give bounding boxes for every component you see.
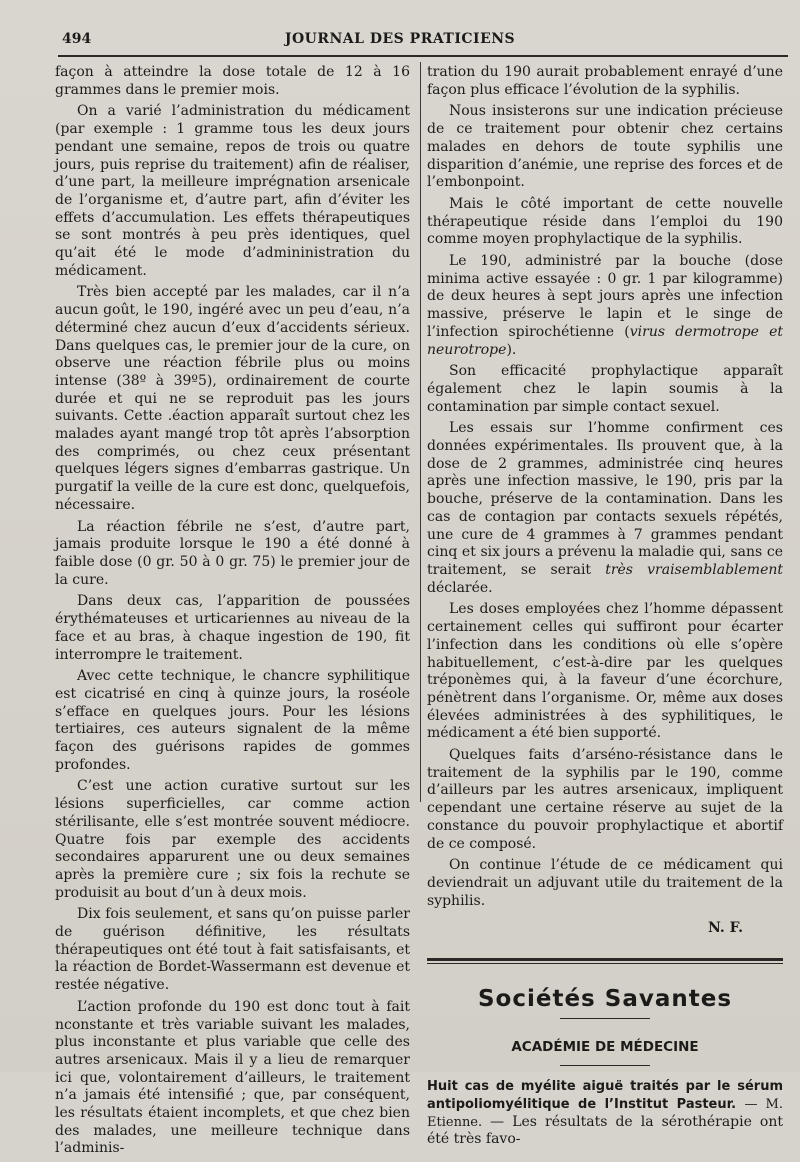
- right-paragraph-5: Son efficacité prophylactique apparaît également chez le lapin soumis à la contamination par simple contact sexuel.: [427, 363, 783, 415]
- right-paragraph-7: Les doses employées chez l’homme dépassent certainement celles qui suffiront pour écarter l’infection dans les conditions où elle s’opère habituellement, c’est-à-dire par les quelques tréponèmes qui, à la faveur d’une écorchure, pénètrent dans l’organisme. Or, même aux doses élevées administrées à des syphilitiques, le médicament a été bien supporté.: [427, 601, 783, 742]
- right-paragraph-4: [427, 253, 783, 359]
- header-rule: [58, 55, 788, 57]
- right-paragraph-2: Nous insisterons sur une indication précieuse de ce traitement pour obtenir chez certains malades en dehors de toute syphilis une disparition d’anémie, une reprise des forces et de l’embonpoint.: [427, 103, 783, 191]
- italic-phrase: très vraisemblablement: [605, 561, 784, 578]
- running-title: JOURNAL DES PRATICIENS: [284, 31, 516, 47]
- paragraph-text: déclarée.: [427, 579, 493, 596]
- left-paragraph-9: L’action profonde du 190 est donc tout à fait nconstante et très variable suivant les malades, plus inconstante et plus variable que celle des autres arsenicaux. Mais il y a lieu de remarquer ici que, volontairement d’ailleurs, le traitement n’a jamais été intensifié ; que, par conséquent, les résultats étaient incomplets, et que chez bien des malades, une meilleure technique dans l’adminis-: [55, 998, 410, 1157]
- left-paragraph-8: Dix fois seulement, et sans qu’on puisse parler de guérison définitive, les résultats thérapeutiques ont été tout à fait satisfaisants, et la réaction de Bordet-Wassermann est devenue et restée négative.: [55, 906, 410, 994]
- left-paragraph-5: Dans deux cas, l’apparition de poussées érythémateuses et urticariennes au niveau de la face et au bras, à chaque ingestion de 190, fit interrompre le traitement.: [55, 593, 410, 663]
- section-heading: Sociétés Savantes: [477, 986, 733, 1013]
- short-rule: [560, 1065, 650, 1066]
- thin-rule: [427, 963, 783, 964]
- left-paragraph-3: Très bien accepté par les malades, car il n’a aucun goût, le 190, ingéré avec un peu d’eau, n’a déterminé chez aucun d’eux d’accidents sérieux. Dans quelques cas, le premier jour de la cure, on observe une réaction fébrile plus ou moins intense (38º à 39º5), ordinairement de courte durée et qui ne se reproduit pas les jours suivants. Cette .éaction apparaît surtout chez les malades ayant mangé trop tôt après l’absorption des comprimés, ou chez ceux présentant quelques légers signes d’embarras gastrique. Un purgatif la veille de la cure est donc, quelquefois, nécessaire.: [55, 284, 410, 513]
- left-paragraph-4: La réaction fébrile ne s’est, d’autre part, jamais produite lorsque le 190 a été donné à faible dose (0 gr. 50 à 0 gr. 75) le premier jour de la cure.: [55, 518, 410, 588]
- right-paragraph-3: Mais le côté important de cette nouvelle thérapeutique réside dans l’emploi du 190 comme moyen prophylactique de la syphilis.: [427, 195, 783, 248]
- paragraph-text: Les essais sur l’homme confirment ces données expérimentales. Ils prouvent que, à la dose de 2 grammes, administrée cinq heures après une infection massive, le 190, pris par la bouche, préserve de la contamination. Dans les cas de contagion par contacts sexuels répétés, une cure de 4 grammes à 7 grammes pendant cinq et six jours a prévenu la maladie qui, sans ce traitement, se serait: [427, 420, 783, 578]
- left-paragraph-6: Avec cette technique, le chancre syphilitique est cicatrisé en cinq à quinze jours, la roséole s’efface en quelques jours. Pour les lésions tertiaires, ces auteurs signalent de la même façon des guérisons rapides de gommes profondes.: [55, 668, 410, 773]
- left-paragraph-2: On a varié l’administration du médicament (par exemple : 1 gramme tous les deux jours pendant une semaine, repos de trois ou quatre jours, puis reprise du traitement) afin de réaliser, d’une part, la meilleure imprégnation arsenicale de l’organisme et, d’autre part, afin d’éviter les effets d’accumulation. Les effets thérapeutiques se sont montrés à peu près identiques, quel qu’ait été le mode d’admininistration du médicament.: [55, 103, 410, 279]
- left-paragraph-7: C’est une action curative surtout sur les lésions superficielles, car comme action stérilisante, elle s’est montrée souvent médiocre. Quatre fois par exemple des accidents secondaires apparurent une ou deux semaines après la première cure ; six fois la rechute se produisit au bout d’un à deux mois.: [55, 778, 410, 901]
- article-title: Huit cas de myélite aiguë traités par le sérum antipoliomyélitique de l’Institut Pasteur.: [427, 1079, 783, 1113]
- thick-rule: [427, 958, 783, 961]
- right-paragraph-6: [427, 420, 783, 597]
- article-author: — M. Etienne.: [427, 1097, 784, 1130]
- short-rule: [560, 1018, 650, 1019]
- article-start: — Les résultats de la sérothérapie ont été très favo-: [427, 1113, 783, 1148]
- right-paragraph-9: On continue l’étude de ce médicament qui deviendrait un adjuvant utile du traitement de la syphilis.: [427, 857, 783, 909]
- italic-term: virus dermotrope et neurotrope: [427, 323, 783, 358]
- article-intro: [427, 1078, 783, 1149]
- page-header: [0, 0, 800, 60]
- section-separator: [427, 958, 783, 964]
- right-column: [427, 64, 783, 1149]
- subsection-heading: ACADÉMIE DE MÉDECINE: [511, 1039, 699, 1056]
- author-signature: N. F.: [707, 920, 743, 937]
- paragraph-text: Le 190, administré par la bouche (dose minima active essayée : 0 gr. 1 par kilogramme) de deux heures à sept jours après une infection massive, préserve le lapin et le singe de l’infection spirochétienne (: [427, 253, 783, 340]
- left-paragraph-1: façon à atteindre la dose totale de 12 à 16 grammes dans le premier mois.: [55, 64, 410, 98]
- left-column: [55, 64, 410, 1162]
- page-number: 494: [62, 31, 92, 47]
- right-paragraph-8: Quelques faits d’arséno-résistance dans le traitement de la syphilis par le 190, comme d’ailleurs par les autres arsenicaux, impliquent cependant une certaine réserve au sujet de la constance du pouvoir prophylactique et abortif de ce composé.: [427, 747, 783, 852]
- right-paragraph-1: tration du 190 aurait probablement enrayé d’une façon plus efficace l’évolution de la syphilis.: [427, 64, 783, 98]
- paragraph-text: ).: [506, 341, 517, 358]
- column-divider: [420, 62, 421, 802]
